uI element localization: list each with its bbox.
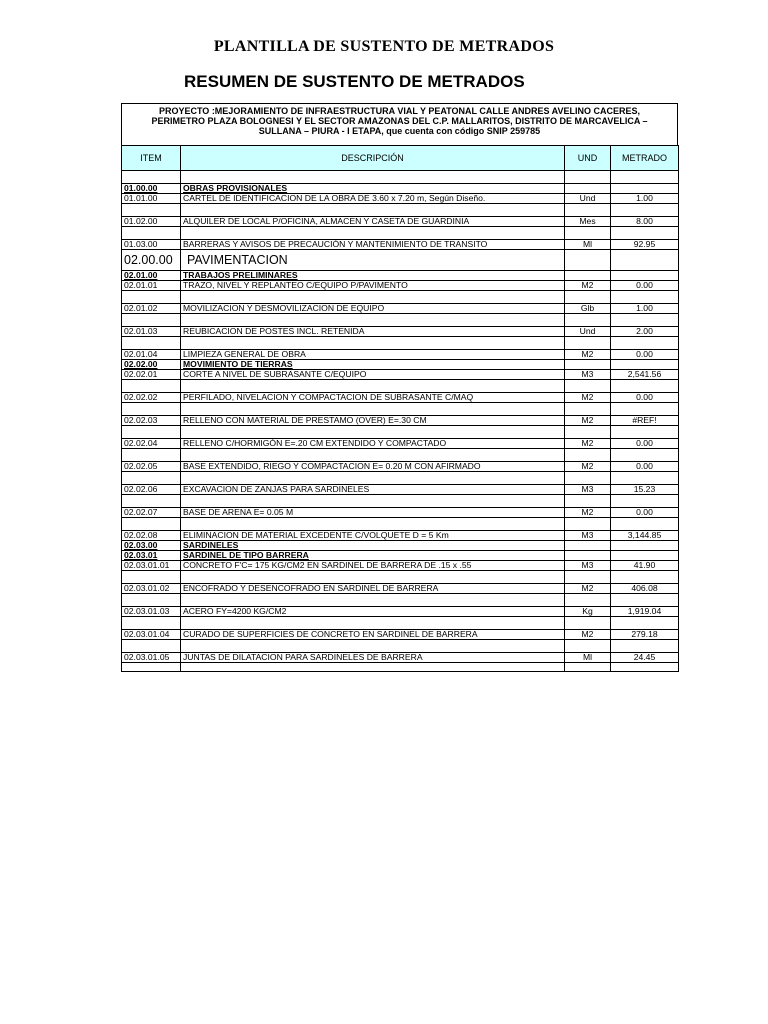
- row-item: 02.03.01.05: [122, 653, 181, 663]
- table-spacer-row: [122, 403, 679, 416]
- row-unit: M2: [565, 508, 611, 518]
- row-metrado: 1.00: [611, 194, 679, 204]
- table-spacer-row: [122, 337, 679, 350]
- spacer-cell: [565, 571, 611, 584]
- row-metrado: 15.23: [611, 485, 679, 495]
- row-description: JUNTAS DE DILATACION PARA SARDINELES DE BARRERA: [181, 653, 565, 663]
- row-description: CURADO DE SUPERFICIES DE CONCRETO EN SARDINEL DE BARRERA: [181, 630, 565, 640]
- spacer-cell: [611, 495, 679, 508]
- row-item: 02.01.00: [122, 271, 181, 281]
- spacer-cell: [611, 449, 679, 462]
- row-metrado: 0.00: [611, 393, 679, 403]
- spacer-cell: [611, 204, 679, 217]
- row-unit: [565, 551, 611, 561]
- row-metrado: 0.00: [611, 439, 679, 449]
- project-description: [121, 103, 678, 145]
- table-row: [122, 281, 679, 291]
- row-metrado: 0.00: [611, 508, 679, 518]
- spacer-cell: [565, 403, 611, 416]
- header-und: UND: [565, 146, 611, 171]
- spacer-cell: [181, 314, 565, 327]
- row-unit: Kg: [565, 607, 611, 617]
- table-body: [122, 171, 679, 672]
- spacer-cell: [181, 403, 565, 416]
- spacer-cell: [611, 518, 679, 531]
- spacer-cell: [565, 640, 611, 653]
- spacer-cell: [611, 426, 679, 439]
- spacer-cell: [611, 617, 679, 630]
- table-spacer-row: [122, 472, 679, 485]
- row-description: ACERO FY=4200 KG/CM2: [181, 607, 565, 617]
- row-item: 02.01.04: [122, 350, 181, 360]
- row-description: SARDINELES: [181, 541, 565, 551]
- table-row: [122, 584, 679, 594]
- row-item: 02.02.01: [122, 370, 181, 380]
- row-description: BARRERAS Y AVISOS DE PRECAUCIÓN Y MANTENIMIENTO DE TRANSITO: [181, 240, 565, 250]
- table-row: [122, 416, 679, 426]
- row-item: 02.03.01: [122, 551, 181, 561]
- spacer-cell: [122, 337, 181, 350]
- row-description: TRABAJOS PRELIMINARES: [181, 271, 565, 281]
- table-row: [122, 561, 679, 571]
- row-unit: M3: [565, 485, 611, 495]
- spacer-cell: [181, 472, 565, 485]
- document-title: PLANTILLA DE SUSTENTO DE METRADOS: [213, 38, 555, 55]
- spacer-cell: [565, 594, 611, 607]
- row-metrado: 8.00: [611, 217, 679, 227]
- row-metrado: 2.00: [611, 327, 679, 337]
- spacer-cell: [181, 495, 565, 508]
- row-description: ALQUILER DE LOCAL P/OFICINA, ALMACEN Y CASETA DE GUARDINIA: [181, 217, 565, 227]
- project-line-1: PROYECTO :MEJORAMIENTO DE INFRAESTRUCTURA VIAL Y PEATONAL CALLE ANDRES AVELINO CACERES,: [158, 106, 641, 116]
- spacer-cell: [611, 571, 679, 584]
- metrados-table: [121, 145, 679, 672]
- row-item: 02.02.00: [122, 360, 181, 370]
- row-unit: [565, 541, 611, 551]
- row-unit: M3: [565, 370, 611, 380]
- row-unit: M2: [565, 416, 611, 426]
- table-row: [122, 531, 679, 541]
- table-row: [122, 271, 679, 281]
- row-item: 02.02.05: [122, 462, 181, 472]
- spacer-cell: [611, 594, 679, 607]
- spacer-cell: [611, 227, 679, 240]
- table-spacer-row: [122, 617, 679, 630]
- row-unit: M2: [565, 439, 611, 449]
- row-unit: [565, 250, 611, 271]
- row-description: EXCAVACION DE ZANJAS PARA SARDINELES: [181, 485, 565, 495]
- spacer-cell: [181, 380, 565, 393]
- spacer-cell: [181, 426, 565, 439]
- row-item: 02.03.01.04: [122, 630, 181, 640]
- row-item: 02.01.03: [122, 327, 181, 337]
- spacer-cell: [181, 337, 565, 350]
- row-item: 01.03.00: [122, 240, 181, 250]
- row-metrado: 92.95: [611, 240, 679, 250]
- row-item: 01.00.00: [122, 184, 181, 194]
- row-description: OBRAS PROVISIONALES: [181, 184, 565, 194]
- row-unit: M2: [565, 393, 611, 403]
- spacer-cell: [122, 204, 181, 217]
- table-row: [122, 217, 679, 227]
- row-description: CARTEL DE IDENTIFICACION DE LA OBRA DE 3.60 x 7.20 m, Según Diseño.: [181, 194, 565, 204]
- table-spacer-row: [122, 571, 679, 584]
- spacer-cell: [122, 426, 181, 439]
- spacer-cell: [181, 594, 565, 607]
- row-unit: [565, 184, 611, 194]
- row-item: 02.00.00: [122, 250, 181, 271]
- spacer-cell: [181, 640, 565, 653]
- project-line-2: PERIMETRO PLAZA BOLOGNESI Y EL SECTOR AMAZONAS DEL C.P. MALLARITOS, DISTRITO DE MARCAVELICA –: [151, 116, 648, 126]
- spacer-cell: [181, 449, 565, 462]
- table-spacer-row: [122, 449, 679, 462]
- row-unit: [565, 360, 611, 370]
- row-description: PERFILADO, NIVELACION Y COMPACTACION DE SUBRASANTE C/MAQ: [181, 393, 565, 403]
- row-unit: Mes: [565, 217, 611, 227]
- row-unit: M2: [565, 350, 611, 360]
- spacer-cell: [122, 380, 181, 393]
- row-item: 02.03.01.02: [122, 584, 181, 594]
- table-row: [122, 184, 679, 194]
- spacer-cell: [122, 171, 181, 184]
- table-spacer-row: [122, 171, 679, 184]
- table-spacer-row: [122, 518, 679, 531]
- spacer-cell: [611, 291, 679, 304]
- row-unit: M3: [565, 561, 611, 571]
- row-item: 02.03.00: [122, 541, 181, 551]
- row-unit: M2: [565, 281, 611, 291]
- row-item: 02.02.06: [122, 485, 181, 495]
- row-item: 02.03.01.03: [122, 607, 181, 617]
- spacer-cell: [122, 449, 181, 462]
- table-row: [122, 304, 679, 314]
- header-descripcion: DESCRIPCIÓN: [181, 146, 565, 171]
- spacer-cell: [122, 518, 181, 531]
- row-unit: M2: [565, 462, 611, 472]
- spacer-cell: [565, 518, 611, 531]
- table-row: [122, 439, 679, 449]
- row-item: 02.01.01: [122, 281, 181, 291]
- table-row: [122, 240, 679, 250]
- table-row: [122, 541, 679, 551]
- row-metrado: [611, 360, 679, 370]
- spacer-cell: [122, 594, 181, 607]
- table-row: [122, 508, 679, 518]
- row-description: MOVILIZACION Y DESMOVILIZACION DE EQUIPO: [181, 304, 565, 314]
- table-row: [122, 370, 679, 380]
- row-metrado: [611, 250, 679, 271]
- table-row: [122, 485, 679, 495]
- row-metrado: 2,541.56: [611, 370, 679, 380]
- header-item: ITEM: [122, 146, 181, 171]
- spacer-cell: [565, 495, 611, 508]
- header-metrado: METRADO: [611, 146, 679, 171]
- spacer-cell: [122, 571, 181, 584]
- spacer-cell: [611, 337, 679, 350]
- project-line-3: SULLANA – PIURA - I ETAPA, que cuenta con código SNIP 259785: [258, 126, 541, 136]
- row-item: 02.02.07: [122, 508, 181, 518]
- table-row: [122, 607, 679, 617]
- table-spacer-row: [122, 495, 679, 508]
- row-metrado: [611, 184, 679, 194]
- table-row: [122, 350, 679, 360]
- spacer-cell: [565, 449, 611, 462]
- spacer-cell: [122, 227, 181, 240]
- row-description: REUBICACION DE POSTES INCL. RETENIDA: [181, 327, 565, 337]
- row-unit: Und: [565, 327, 611, 337]
- row-item: 02.03.01.01: [122, 561, 181, 571]
- spacer-cell: [181, 291, 565, 304]
- row-unit: [565, 271, 611, 281]
- spacer-cell: [122, 617, 181, 630]
- row-item: 02.02.04: [122, 439, 181, 449]
- spacer-cell: [565, 291, 611, 304]
- spacer-cell: [565, 617, 611, 630]
- row-metrado: #REF!: [611, 416, 679, 426]
- row-metrado: 406.08: [611, 584, 679, 594]
- table-row: [122, 360, 679, 370]
- spacer-cell: [565, 204, 611, 217]
- row-unit: M3: [565, 531, 611, 541]
- spacer-cell: [611, 314, 679, 327]
- row-description: CONCRETO F'C= 175 KG/CM2 EN SARDINEL DE BARRERA DE .15 x .55: [181, 561, 565, 571]
- row-metrado: 41.90: [611, 561, 679, 571]
- row-description: BASE DE ARENA E= 0.05 M: [181, 508, 565, 518]
- table-spacer-row: [122, 227, 679, 240]
- row-description: RELLENO CON MATERIAL DE PRESTAMO (OVER) E=.30 CM: [181, 416, 565, 426]
- row-unit: M2: [565, 630, 611, 640]
- spacer-cell: [611, 640, 679, 653]
- row-metrado: 1.00: [611, 304, 679, 314]
- spacer-cell: [181, 663, 565, 672]
- row-description: RELLENO C/HORMIGÓN E=.20 CM EXTENDIDO Y COMPACTADO: [181, 439, 565, 449]
- spacer-cell: [611, 171, 679, 184]
- row-description: PAVIMENTACION: [181, 250, 565, 271]
- row-unit: Glb: [565, 304, 611, 314]
- table-spacer-row: [122, 204, 679, 217]
- table-spacer-row: [122, 663, 679, 672]
- table-spacer-row: [122, 380, 679, 393]
- row-metrado: 24.45: [611, 653, 679, 663]
- spacer-cell: [181, 518, 565, 531]
- document-subtitle: RESUMEN DE SUSTENTO DE METRADOS: [184, 72, 525, 91]
- row-item: 02.02.02: [122, 393, 181, 403]
- row-description: SARDINEL DE TIPO BARRERA: [181, 551, 565, 561]
- spacer-cell: [181, 571, 565, 584]
- table-spacer-row: [122, 291, 679, 304]
- spacer-cell: [565, 472, 611, 485]
- row-item: 02.01.02: [122, 304, 181, 314]
- spacer-cell: [122, 314, 181, 327]
- row-metrado: [611, 541, 679, 551]
- spacer-cell: [122, 403, 181, 416]
- row-metrado: [611, 271, 679, 281]
- row-description: ENCOFRADO Y DESENCOFRADO EN SARDINEL DE BARRERA: [181, 584, 565, 594]
- spacer-cell: [611, 403, 679, 416]
- spacer-cell: [122, 640, 181, 653]
- row-description: CORTE A NIVEL DE SUBRASANTE C/EQUIPO: [181, 370, 565, 380]
- spacer-cell: [122, 495, 181, 508]
- row-metrado: 0.00: [611, 350, 679, 360]
- row-description: BASE EXTENDIDO, RIEGO Y COMPACTACION E= 0.20 M CON AFIRMADO: [181, 462, 565, 472]
- row-item: 02.02.08: [122, 531, 181, 541]
- table-spacer-row: [122, 314, 679, 327]
- row-metrado: [611, 551, 679, 561]
- row-item: 01.01.00: [122, 194, 181, 204]
- metrados-sheet: [121, 103, 678, 672]
- row-description: TRAZO, NIVEL Y REPLANTEO C/EQUIPO P/PAVIMENTO: [181, 281, 565, 291]
- spacer-cell: [565, 426, 611, 439]
- spacer-cell: [565, 171, 611, 184]
- row-metrado: 0.00: [611, 281, 679, 291]
- row-description: MOVIMIENTO DE TIERRAS: [181, 360, 565, 370]
- spacer-cell: [565, 380, 611, 393]
- spacer-cell: [565, 337, 611, 350]
- spacer-cell: [122, 291, 181, 304]
- table-row: [122, 462, 679, 472]
- spacer-cell: [611, 380, 679, 393]
- table-row: [122, 194, 679, 204]
- table-row: [122, 653, 679, 663]
- spacer-cell: [181, 171, 565, 184]
- row-description: ELIMINACION DE MATERIAL EXCEDENTE C/VOLQUETE D = 5 Km: [181, 531, 565, 541]
- spacer-cell: [181, 204, 565, 217]
- table-row: [122, 551, 679, 561]
- spacer-cell: [611, 472, 679, 485]
- table-spacer-row: [122, 426, 679, 439]
- row-metrado: 1,919.04: [611, 607, 679, 617]
- spacer-cell: [565, 314, 611, 327]
- table-spacer-row: [122, 640, 679, 653]
- spacer-cell: [611, 663, 679, 672]
- row-unit: M2: [565, 584, 611, 594]
- row-metrado: 3,144.85: [611, 531, 679, 541]
- spacer-cell: [122, 663, 181, 672]
- spacer-cell: [122, 472, 181, 485]
- table-spacer-row: [122, 594, 679, 607]
- row-metrado: 279.18: [611, 630, 679, 640]
- row-metrado: 0.00: [611, 462, 679, 472]
- row-unit: Ml: [565, 240, 611, 250]
- row-unit: Und: [565, 194, 611, 204]
- spacer-cell: [565, 227, 611, 240]
- spacer-cell: [565, 663, 611, 672]
- table-row: [122, 327, 679, 337]
- row-unit: Ml: [565, 653, 611, 663]
- table-row: [122, 250, 679, 271]
- row-item: 01.02.00: [122, 217, 181, 227]
- row-description: LIMPIEZA GENERAL DE OBRA: [181, 350, 565, 360]
- table-header-row: [122, 146, 679, 171]
- row-item: 02.02.03: [122, 416, 181, 426]
- table-row: [122, 393, 679, 403]
- spacer-cell: [181, 617, 565, 630]
- table-row: [122, 630, 679, 640]
- spacer-cell: [181, 227, 565, 240]
